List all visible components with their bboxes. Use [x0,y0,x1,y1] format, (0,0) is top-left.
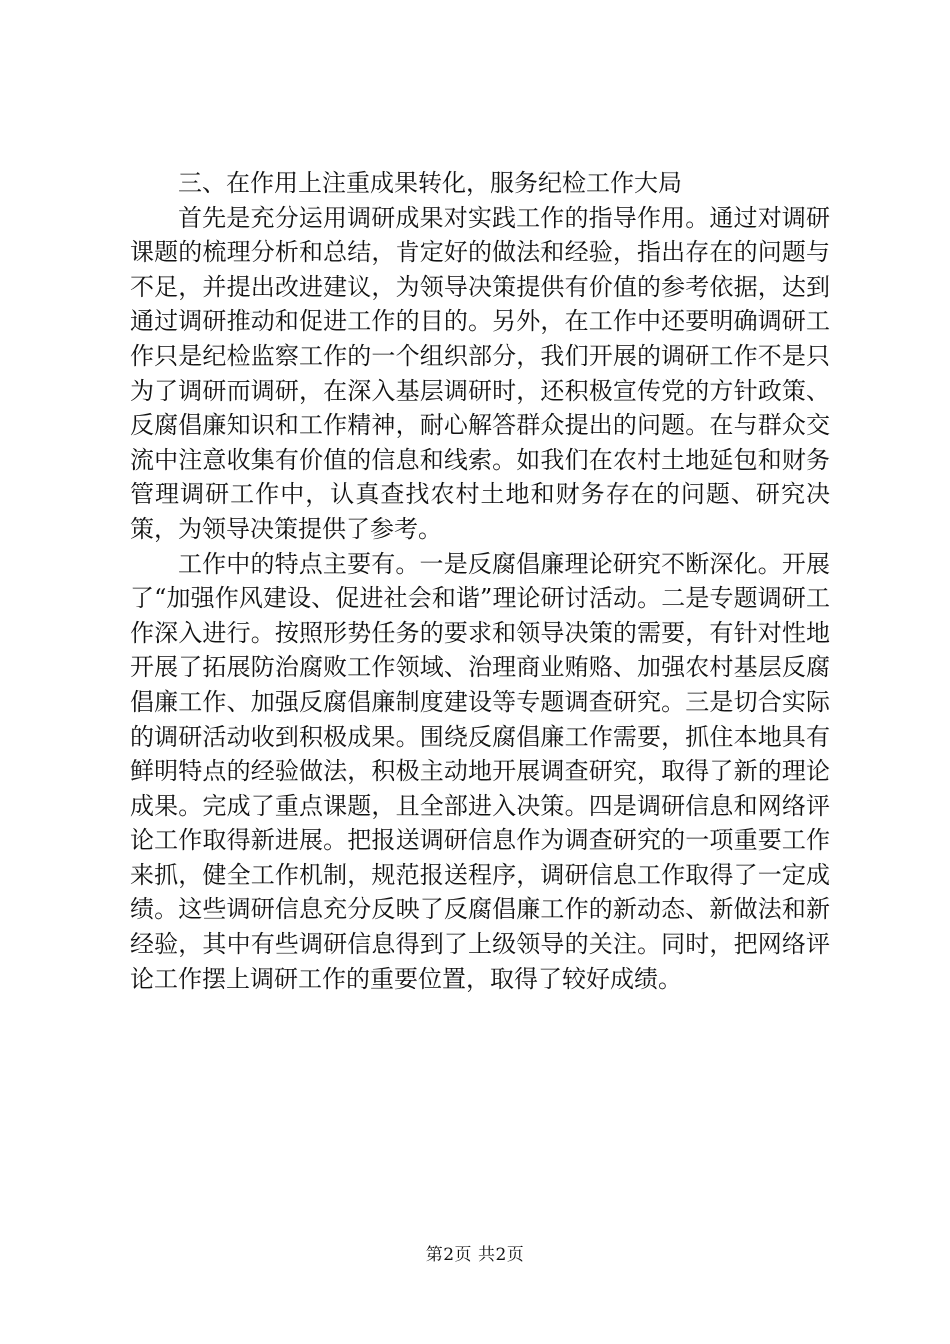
section-heading: 三、在作用上注重成果转化，服务纪检工作大局 [178,169,682,197]
page-number: 第2页 共2页 [425,1245,525,1265]
paragraph-1: 首先是充分运用调研成果对实践工作的指导作用。通过对调研课题的梳理分析和总结，肯定好的做法和经验，指出存在的问题与不足，并提出改进建议，为领导决策提供有价值的参考依据，达到通过调研推动和促进工作的目的。另外，在工作中还要明确调研工作只是纪检监察工作的一个组织部分，我们开展的调研工作不是只为了调研而调研，在深入基层调研时，还积极宣传党的方针政策、反腐倡廉知识和工作精神，耐心解答群众提出的问题。在与群众交流中注意收集有价值的信息和线索。如我们在农村土地延包和财务管理调研工作中，认真查找农村土地和财务存在的问题、研究决策，为领导决策提供了参考。 [130,203,830,543]
page-footer [0,1243,950,1267]
paragraph-2: 工作中的特点主要有。一是反腐倡廉理论研究不断深化。开展了“加强作风建设、促进社会和谐”理论研讨活动。二是专题调研工作深入进行。按照形势任务的要求和领导决策的需要，有针对性地开展了拓展防治腐败工作领域、治理商业贿赂、加强农村基层反腐倡廉工作、加强反腐倡廉制度建设等专题调查研究。三是切合实际的调研活动收到积极成果。围绕反腐倡廉工作需要，抓住本地具有鲜明特点的经验做法，积极主动地开展调查研究，取得了新的理论成果。完成了重点课题，且全部进入决策。四是调研信息和网络评论工作取得新进展。把报送调研信息作为调查研究的一项重要工作来抓，健全工作机制，规范报送程序，调研信息工作取得了一定成绩。这些调研信息充分反映了反腐倡廉工作的新动态、新做法和新经验，其中有些调研信息得到了上级领导的关注。同时，把网络评论工作摆上调研工作的重要位置，取得了较好成绩。 [130,549,830,993]
document-body [130,166,830,996]
